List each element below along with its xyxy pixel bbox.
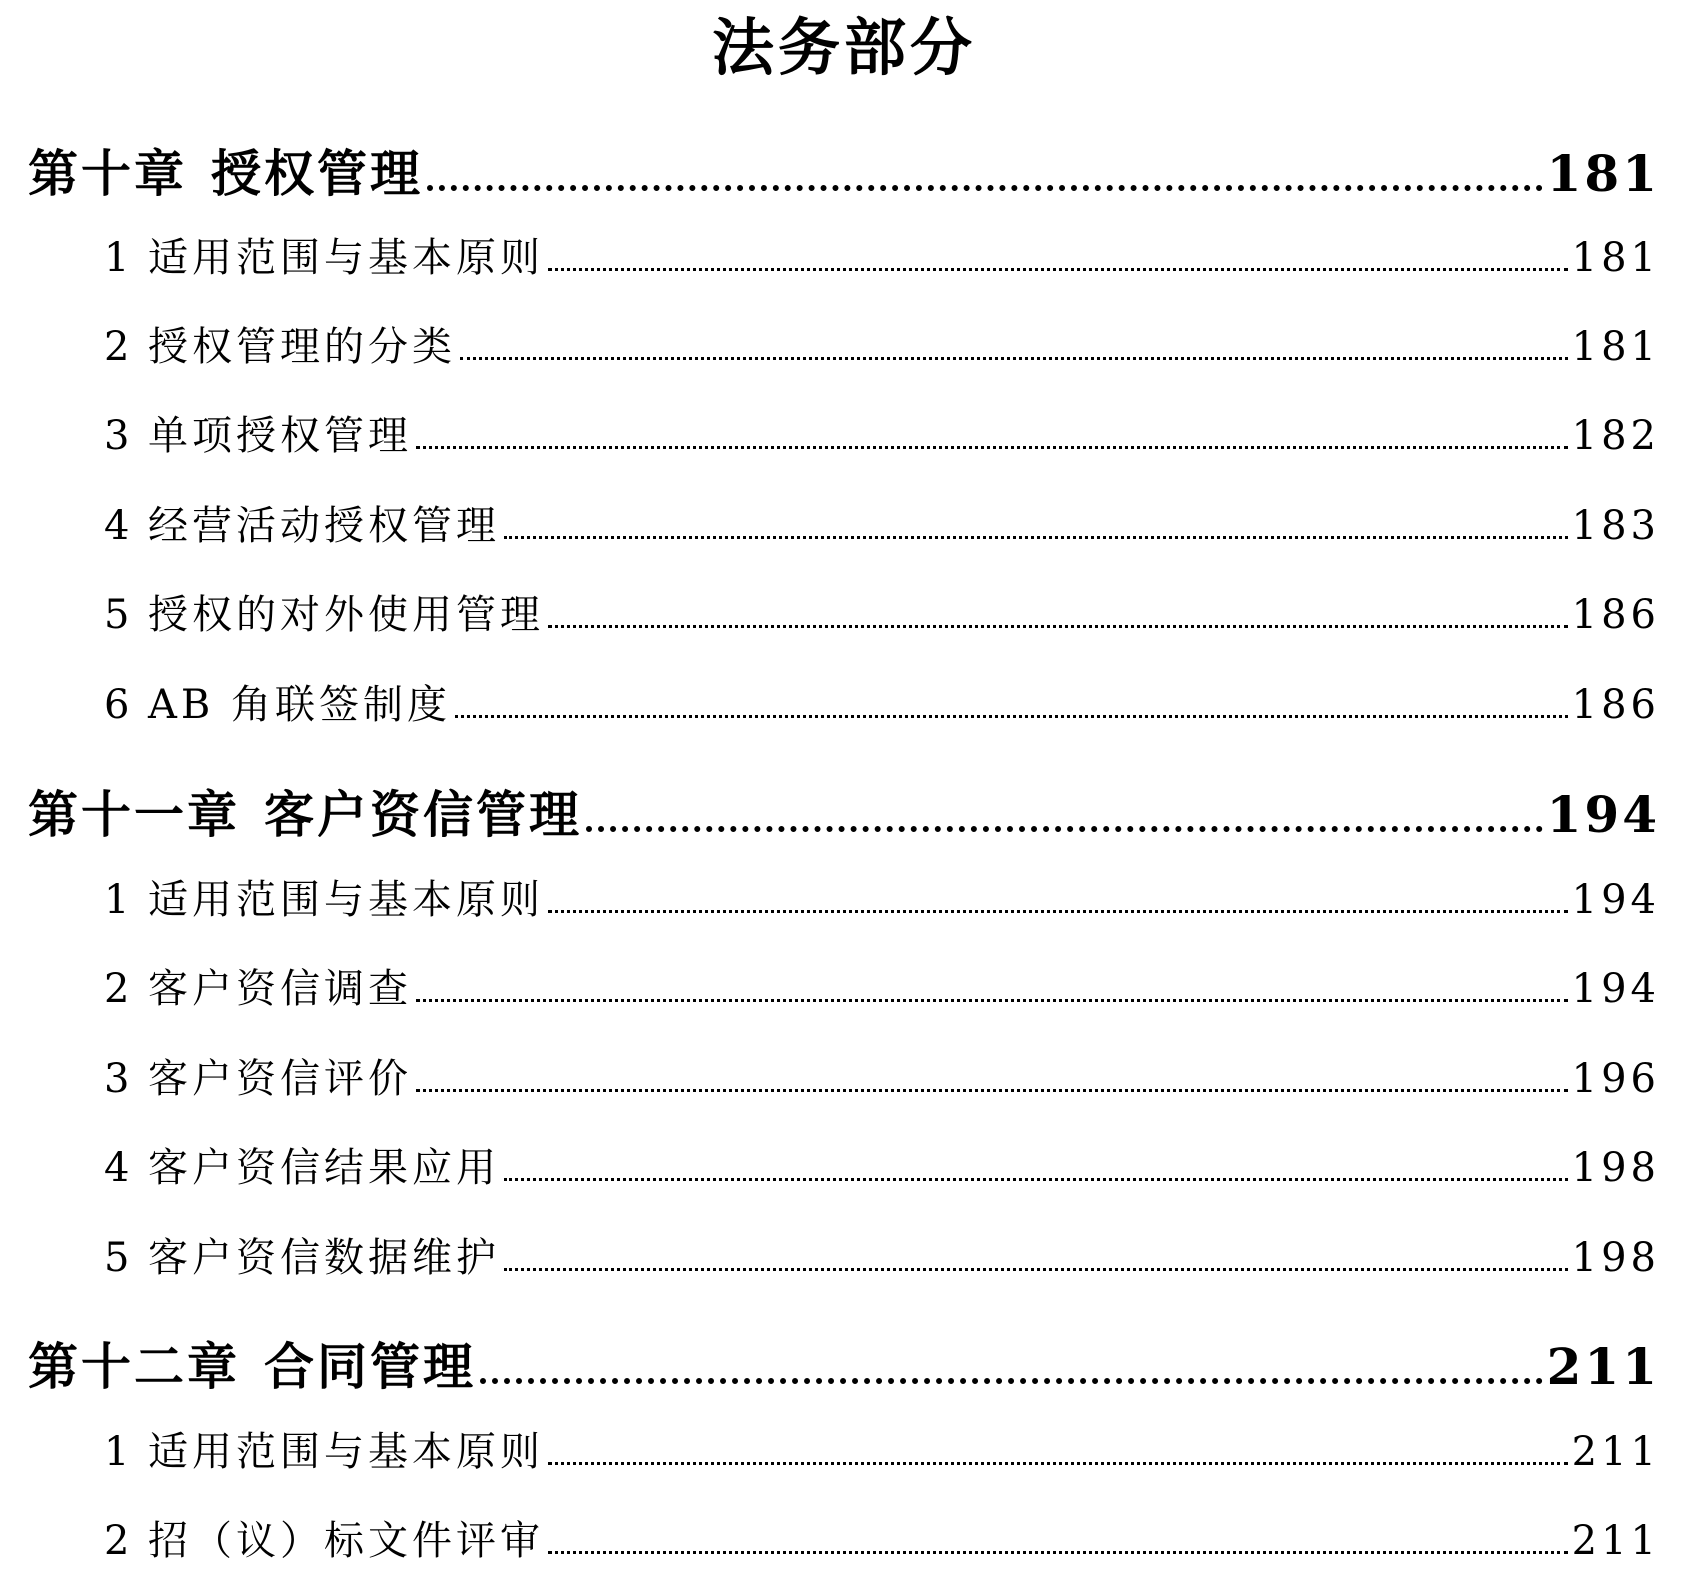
toc-section[interactable]: [104, 1047, 1660, 1103]
dot-leader: [455, 702, 1568, 718]
dot-leader: [504, 1165, 1568, 1181]
section-number: 2: [104, 324, 134, 370]
section-title: 经营活动授权管理: [148, 503, 500, 549]
section-number: 4: [104, 1145, 134, 1191]
section-number: 5: [104, 1235, 134, 1281]
section-title: 客户资信结果应用: [148, 1145, 500, 1191]
section-label: [104, 583, 544, 640]
dot-leader: [548, 255, 1568, 271]
section-number: 1: [104, 235, 134, 281]
dot-leader: [480, 1364, 1543, 1384]
toc-section[interactable]: [104, 494, 1660, 550]
section-number: 6: [104, 682, 134, 728]
section-number: 3: [104, 1056, 134, 1102]
section-label: [104, 404, 412, 461]
section-number: 1: [104, 1429, 134, 1475]
section-title: 适用范围与基本原则: [148, 235, 544, 281]
dot-leader: [548, 897, 1568, 913]
section-label: [104, 1047, 412, 1104]
dot-leader: [504, 1255, 1568, 1271]
chapter-label: [28, 1327, 476, 1399]
section-number: 4: [104, 503, 134, 549]
section-title: 适用范围与基本原则: [148, 1429, 544, 1475]
toc-section[interactable]: [104, 868, 1660, 924]
chapter-label: [28, 775, 582, 847]
section-label: [104, 673, 451, 730]
dot-leader: [416, 986, 1568, 1002]
section-page-number: 198: [1571, 1145, 1660, 1191]
section-page-number: 196: [1571, 1056, 1660, 1102]
section-title: 授权的对外使用管理: [148, 592, 544, 638]
chapter-number: 第十一章: [28, 785, 240, 844]
dot-leader: [548, 1449, 1568, 1465]
section-label: [104, 1509, 544, 1566]
section-title: AB 角联签制度: [148, 682, 451, 728]
chapter-number: 第十二章: [28, 1337, 240, 1396]
section-page-number: 211: [1571, 1518, 1660, 1564]
section-number: 3: [104, 413, 134, 459]
dot-leader: [416, 433, 1568, 449]
chapter-title: 合同管理: [264, 1337, 476, 1396]
toc-section[interactable]: [104, 1509, 1660, 1565]
dot-leader: [427, 171, 1543, 191]
chapter-page-number: 194: [1546, 785, 1660, 844]
chapter-page-number: 181: [1546, 144, 1660, 203]
section-label: [104, 1420, 544, 1477]
section-number: 2: [104, 1518, 134, 1564]
chapter-title: 授权管理: [211, 144, 423, 203]
section-title: 授权管理的分类: [148, 324, 456, 370]
section-label: [104, 494, 500, 551]
section-title: 单项授权管理: [148, 413, 412, 459]
section-page-number: 181: [1571, 235, 1660, 281]
page-title: 法务部分: [711, 11, 976, 84]
chapter-number: 第十章: [28, 144, 187, 203]
section-page-number: 183: [1571, 503, 1660, 549]
chapter-label: [28, 134, 423, 206]
section-title: 客户资信评价: [148, 1056, 412, 1102]
toc-chapter-12[interactable]: [28, 1327, 1660, 1396]
toc-section[interactable]: [104, 583, 1660, 639]
section-title: 客户资信调查: [148, 966, 412, 1012]
section-page-number: 181: [1571, 324, 1660, 370]
section-label: [104, 315, 456, 372]
section-label: [104, 868, 544, 925]
dot-leader: [504, 523, 1568, 539]
section-page-number: 194: [1571, 877, 1660, 923]
section-label: [104, 957, 412, 1014]
toc-chapter-11[interactable]: [28, 775, 1660, 844]
section-number: 5: [104, 592, 134, 638]
section-page-number: 182: [1571, 413, 1660, 459]
toc-chapter-10[interactable]: [28, 134, 1660, 203]
toc-section[interactable]: [104, 1420, 1660, 1476]
toc-section[interactable]: [104, 673, 1660, 729]
toc-section[interactable]: [104, 1226, 1660, 1282]
toc-section[interactable]: [104, 404, 1660, 460]
section-label: [104, 1136, 500, 1193]
dot-leader: [586, 812, 1543, 832]
dot-leader: [416, 1076, 1568, 1092]
section-page-number: 194: [1571, 966, 1660, 1012]
dot-leader: [548, 1538, 1568, 1554]
section-title: 适用范围与基本原则: [148, 877, 544, 923]
section-page-number: 186: [1571, 682, 1660, 728]
toc-section[interactable]: [104, 226, 1660, 282]
section-label: [104, 1226, 500, 1283]
section-title: 招（议）标文件评审: [148, 1518, 544, 1564]
toc-section[interactable]: [104, 1136, 1660, 1192]
section-page-number: 198: [1571, 1235, 1660, 1281]
section-page-number: 186: [1571, 592, 1660, 638]
dot-leader: [548, 612, 1568, 628]
section-page-number: 211: [1571, 1429, 1660, 1475]
toc-section[interactable]: [104, 957, 1660, 1013]
section-number: 1: [104, 877, 134, 923]
section-label: [104, 226, 544, 283]
dot-leader: [460, 344, 1568, 360]
chapter-title: 客户资信管理: [264, 785, 582, 844]
section-title: 客户资信数据维护: [148, 1235, 500, 1281]
chapter-page-number: 211: [1546, 1337, 1660, 1396]
toc-section[interactable]: [104, 315, 1660, 371]
section-number: 2: [104, 966, 134, 1012]
